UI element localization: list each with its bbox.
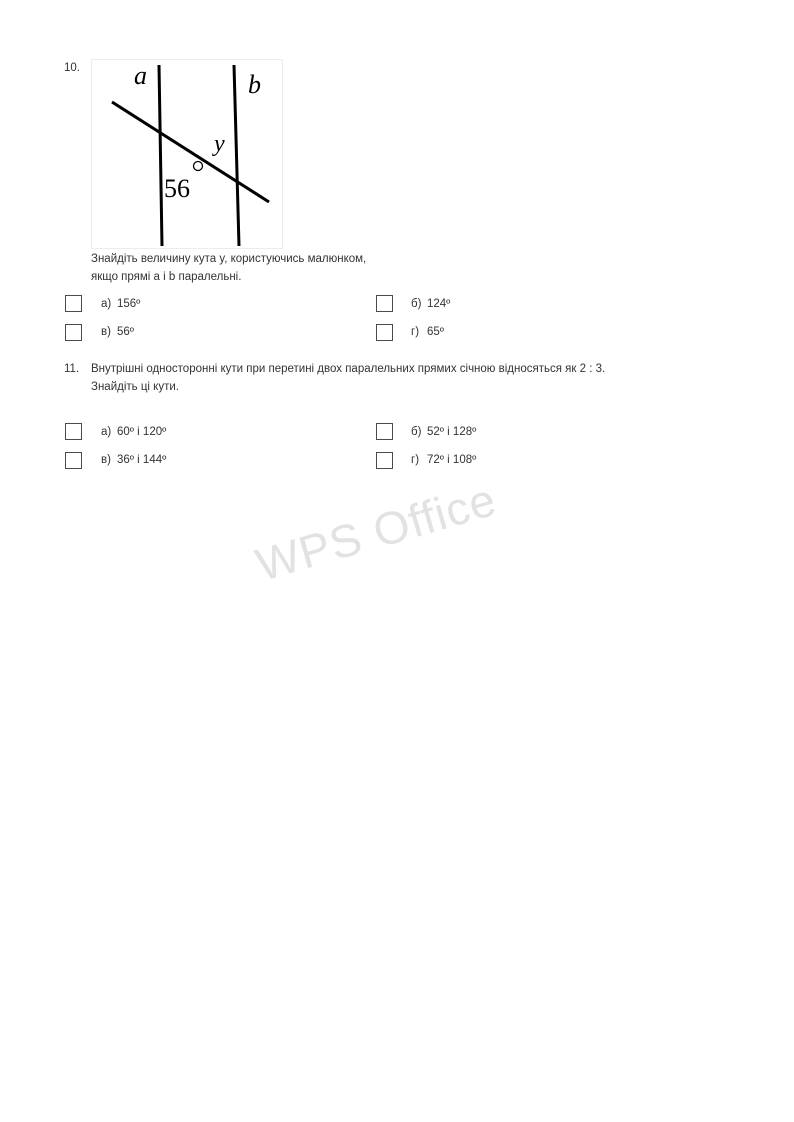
q11-option-b bbox=[411, 425, 476, 439]
question-11-number: 11. bbox=[64, 363, 80, 375]
q10-option-b-letter: б) bbox=[411, 298, 422, 310]
label-angle-56: 56 bbox=[164, 174, 190, 203]
question-10-text-line1: Знайдіть величину кута y, користуючись малюнком, bbox=[91, 253, 367, 265]
question-11-text-line2: Знайдіть ці кути. bbox=[91, 381, 179, 393]
q10-option-c-value: 56º bbox=[117, 326, 134, 338]
q11-option-c bbox=[101, 453, 166, 467]
q10-option-a bbox=[101, 297, 140, 311]
q11-option-b-checkbox[interactable] bbox=[376, 423, 393, 440]
q11-option-c-checkbox[interactable] bbox=[65, 452, 82, 469]
parallel-lines-diagram bbox=[92, 60, 282, 248]
q11-option-d-checkbox[interactable] bbox=[376, 452, 393, 469]
q11-option-a-checkbox[interactable] bbox=[65, 423, 82, 440]
q11-option-b-value: 52º і 128º bbox=[427, 426, 477, 438]
q10-option-c bbox=[101, 325, 134, 339]
label-b: b bbox=[248, 70, 261, 99]
q10-option-c-letter: в) bbox=[101, 326, 111, 338]
q11-option-d-value: 72º і 108º bbox=[427, 454, 477, 466]
wps-office-watermark: WPS Office bbox=[250, 472, 502, 591]
q10-option-a-value: 156º bbox=[117, 298, 141, 310]
transversal-line bbox=[112, 102, 269, 202]
q10-option-d-checkbox[interactable] bbox=[376, 324, 393, 341]
q10-option-d-letter: г) bbox=[411, 326, 420, 338]
question-11-text-line1: Внутрішні односторонні кути при перетині двох паралельних прямих січною відносяться як 2 : 3. bbox=[91, 363, 606, 375]
degree-mark bbox=[194, 162, 203, 171]
q10-option-d-value: 65º bbox=[427, 326, 444, 338]
question-10-number: 10. bbox=[64, 62, 80, 74]
q10-option-a-letter: а) bbox=[101, 298, 112, 310]
q11-option-c-value: 36º і 144º bbox=[117, 454, 167, 466]
line-b bbox=[234, 65, 239, 246]
q10-option-b-value: 124º bbox=[427, 298, 451, 310]
q10-option-a-checkbox[interactable] bbox=[65, 295, 82, 312]
q11-option-d bbox=[411, 453, 476, 467]
q11-option-a-letter: а) bbox=[101, 426, 112, 438]
q11-option-c-letter: в) bbox=[101, 454, 111, 466]
q11-option-a bbox=[101, 425, 166, 439]
q11-option-b-letter: б) bbox=[411, 426, 422, 438]
question-10-text-line2: якщо прямі a і b паралельні. bbox=[91, 271, 242, 283]
label-a: a bbox=[134, 61, 147, 90]
label-y: y bbox=[214, 131, 225, 157]
line-a bbox=[159, 65, 162, 246]
q10-option-b bbox=[411, 297, 450, 311]
q10-option-b-checkbox[interactable] bbox=[376, 295, 393, 312]
q10-option-c-checkbox[interactable] bbox=[65, 324, 82, 341]
q11-option-d-letter: г) bbox=[411, 454, 420, 466]
parallel-lines-figure bbox=[91, 59, 283, 249]
q11-option-a-value: 60º і 120º bbox=[117, 426, 167, 438]
q10-option-d bbox=[411, 325, 444, 339]
